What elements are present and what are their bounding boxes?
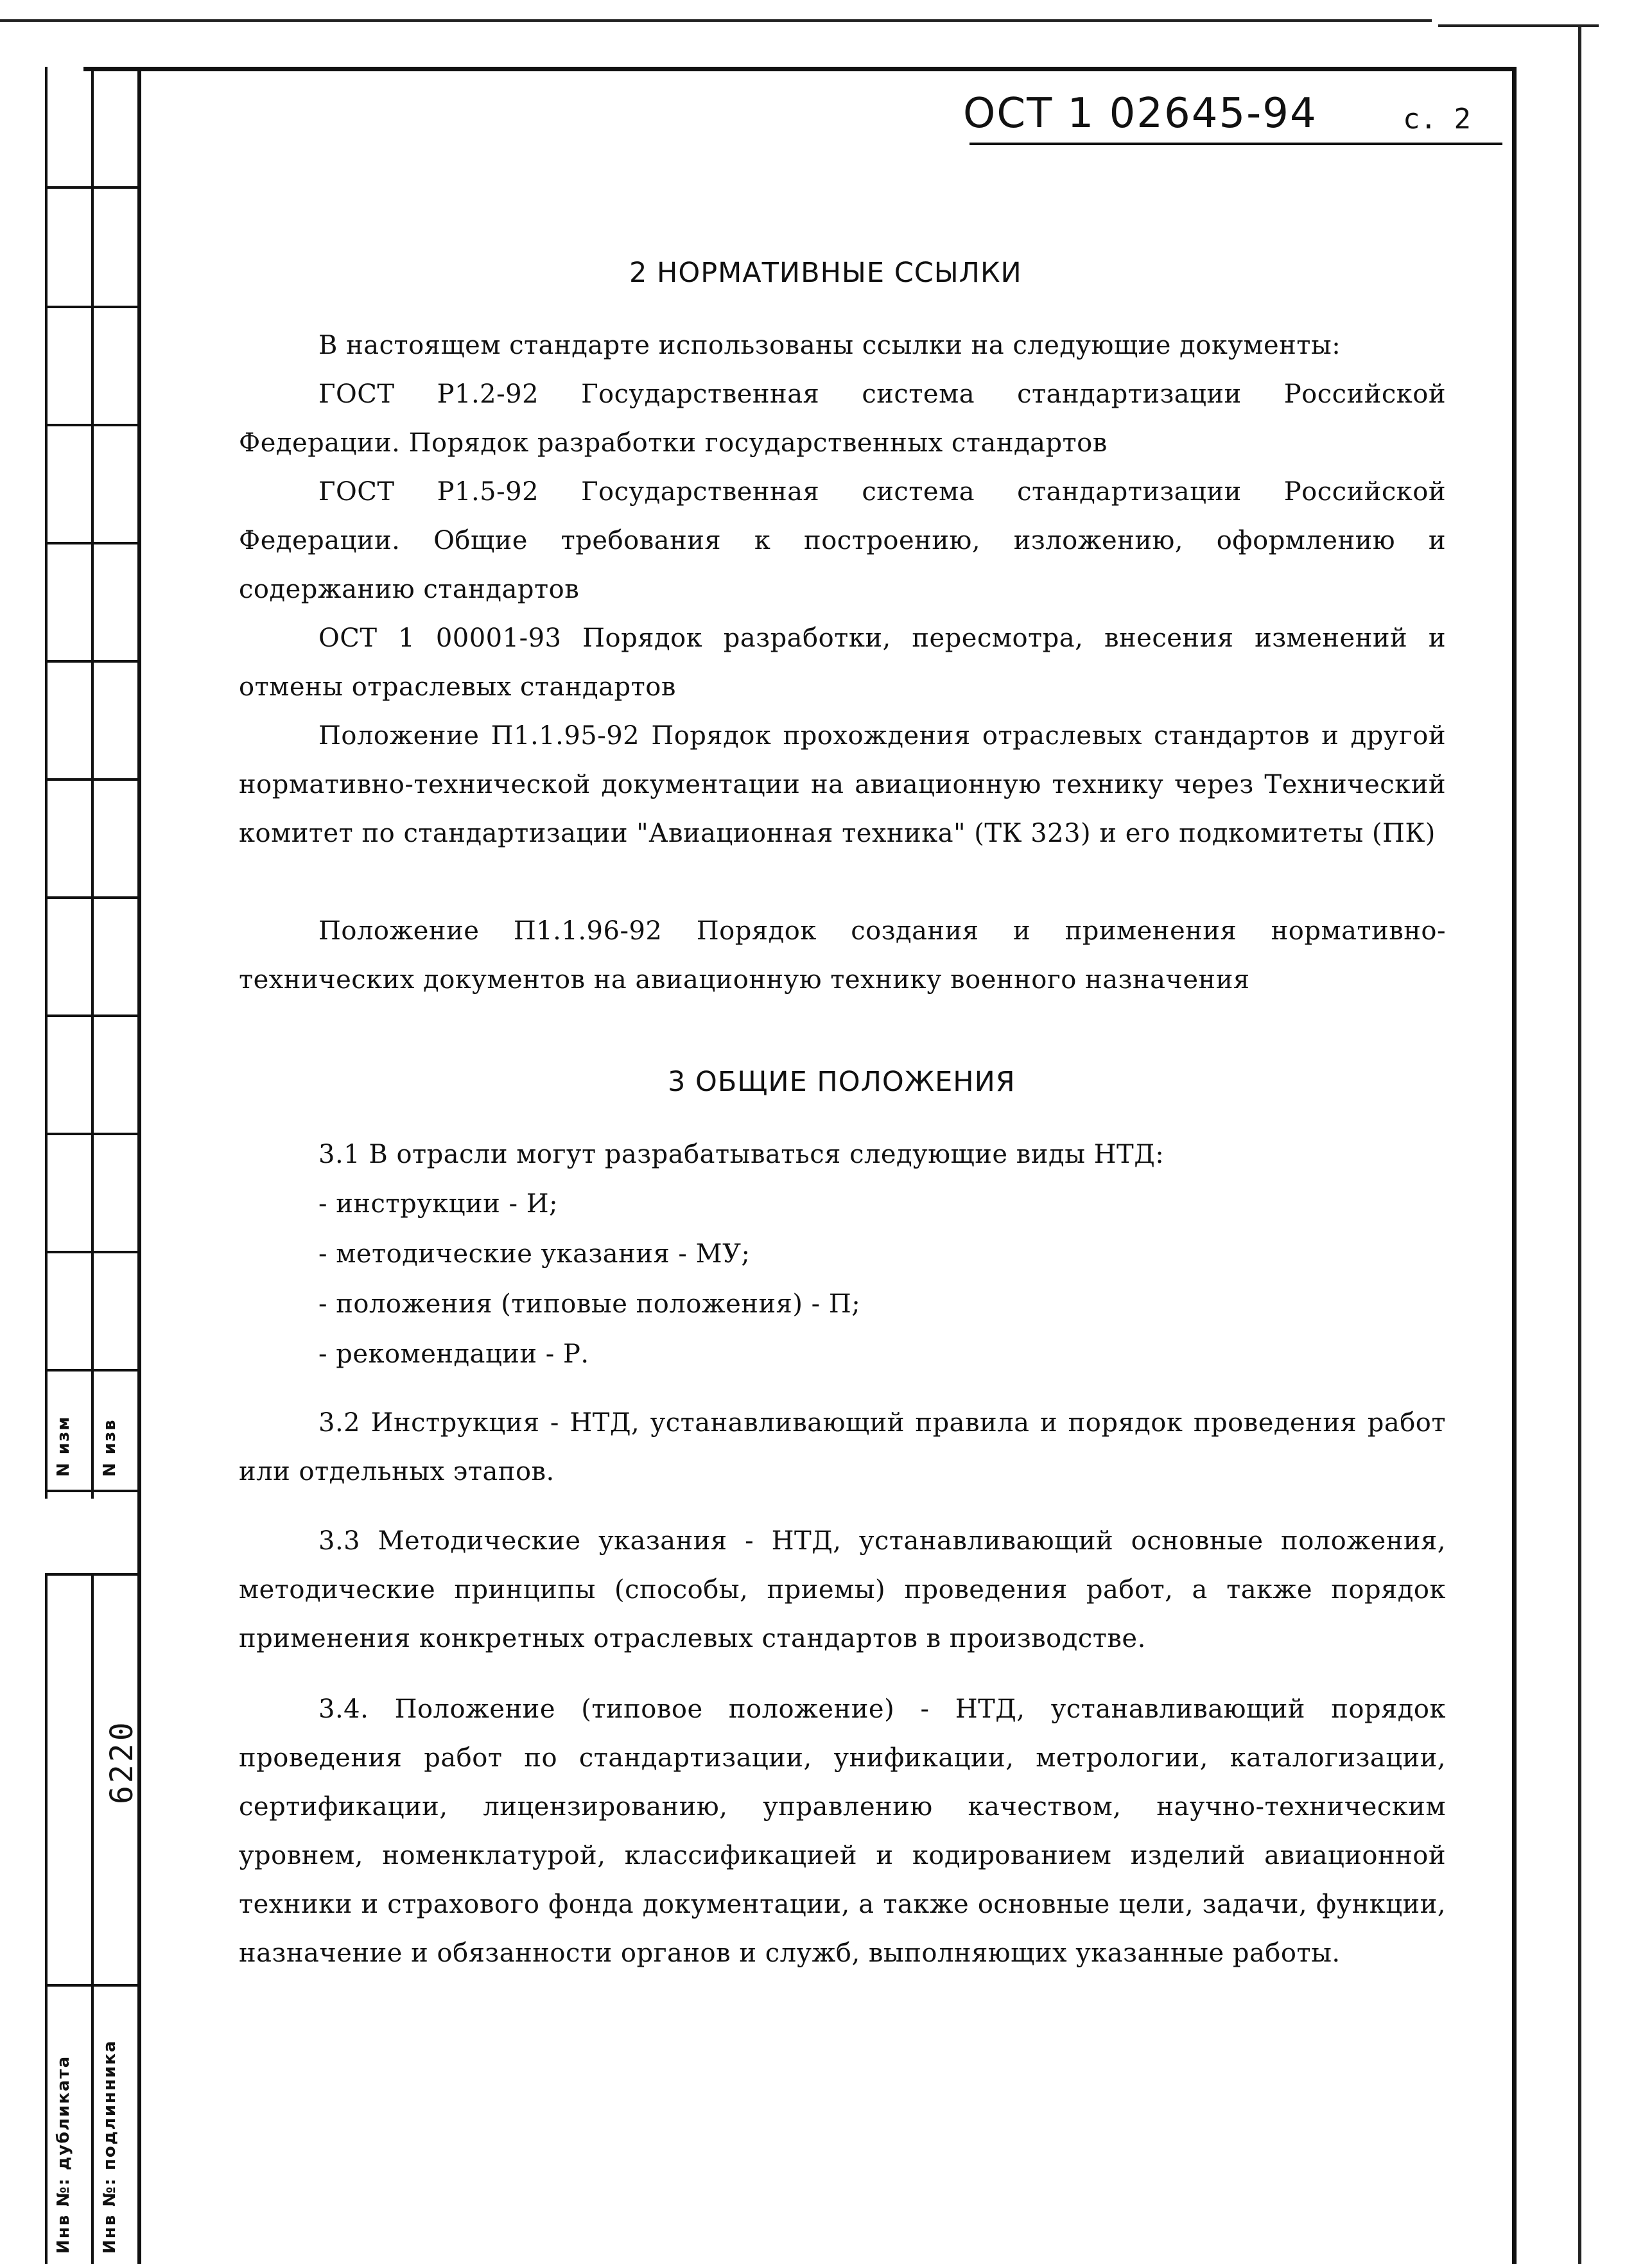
strip-lower-mid [91, 1573, 94, 2264]
page-frame-left [137, 67, 141, 2264]
document-code: ОСТ 1 02645-94 [963, 90, 1317, 137]
strip-cell-line [45, 306, 139, 308]
strip-cell-line [45, 1369, 139, 1371]
reference-item: Положение П1.1.95-92 Порядок прохождения отраслевых стандартов и другой нормативно-технической документации на авиационную технику через Технический комитет по стандартизации "Авиационная техника" (ТК 323) и его подкомитеты (ПК) [239, 721, 1446, 848]
section-3-heading: 3 ОБЩИЕ ПОЛОЖЕНИЯ [668, 1066, 1016, 1098]
page-number: с. 2 [1403, 103, 1471, 135]
duplicate-inventory-label: Инв №: дубликата [54, 2055, 73, 2254]
strip-lower-left [45, 1573, 48, 2264]
strip-cell-line [45, 542, 139, 544]
strip-cell-line [45, 896, 139, 899]
paragraph-3-4: 3.4. Положение (типовое положение) - НТД, устанавливающий порядок проведения работ по стандартизации, унификации, метрологии, каталогизации, сертификации, лицензированию, управлению качеством, научно-техническим уровнем, номенклатурой, классификацией и кодированием изделий авиационной техники и страхового фонда документации, а также основные цели, задачи, функции, назначение и обязанности органов и служб, выполняющих указанные работы. [239, 1694, 1446, 1968]
strip-cell-line [45, 186, 139, 189]
section-2-heading: 2 НОРМАТИВНЫЕ ССЫЛКИ [629, 257, 1022, 289]
outer-frame-right [1578, 24, 1581, 2264]
strip-mid-line [91, 67, 94, 1499]
reference-item: ГОСТ Р1.5-92 Государственная система стандартизации Российской Федерации. Общие требования к построению, изложению, оформлению и содержанию стандартов [239, 477, 1446, 604]
change-number-label: N изм [54, 1415, 73, 1477]
section-2-intro: В настоящем стандарте использованы ссылки на следующие документы: [318, 331, 1341, 360]
original-inventory-label: Инв №: подлинника [100, 2039, 119, 2254]
list-item: - методические указания - МУ; [318, 1239, 751, 1269]
paragraph-3-1: 3.1 В отрасли могут разрабатываться следующие виды НТД: [318, 1140, 1165, 1169]
strip-left-line [45, 67, 48, 1499]
outer-frame-top-right [1438, 24, 1599, 27]
reference-item: ОСТ 1 00001-93 Порядок разработки, пересмотра, внесения изменений и отмены отраслевых стандартов [239, 623, 1446, 702]
reference-item: ГОСТ Р1.2-92 Государственная система стандартизации Российской Федерации. Порядок разработки государственных стандартов [239, 379, 1446, 458]
page-frame-right [1512, 67, 1517, 2264]
strip-cell-line [45, 778, 139, 781]
strip-cell-line [45, 660, 139, 663]
list-item: - положения (типовые положения) - П; [318, 1289, 861, 1319]
list-item: - рекомендации - Р. [318, 1339, 589, 1369]
inventory-number: 6220 [104, 1720, 140, 1804]
outer-frame-top [0, 19, 1432, 22]
list-item: - инструкции - И; [318, 1189, 559, 1219]
strip-cell-line [45, 424, 139, 426]
strip-cell-line [45, 1133, 139, 1135]
page-frame-top [83, 67, 1515, 71]
header-underline [969, 143, 1502, 145]
paragraph-3-2: 3.2 Инструкция - НТД, устанавливающий правила и порядок проведения работ или отдельных этапов. [239, 1408, 1446, 1486]
strip-cell-line [45, 1490, 139, 1492]
paragraph-3-3: 3.3 Методические указания - НТД, устанавливающий основные положения, методические принципы (способы, приемы) проведения работ, а также порядок применения конкретных отраслевых стандартов в производстве. [239, 1526, 1446, 1653]
change-issue-label: N изв [100, 1418, 119, 1477]
reference-item: Положение П1.1.96-92 Порядок создания и применения нормативно-технических документов на авиационную технику военного назначения [239, 916, 1446, 995]
strip-cell-line [45, 1251, 139, 1253]
strip-cell-line [45, 1014, 139, 1017]
strip-lower-divider [45, 1984, 139, 1987]
